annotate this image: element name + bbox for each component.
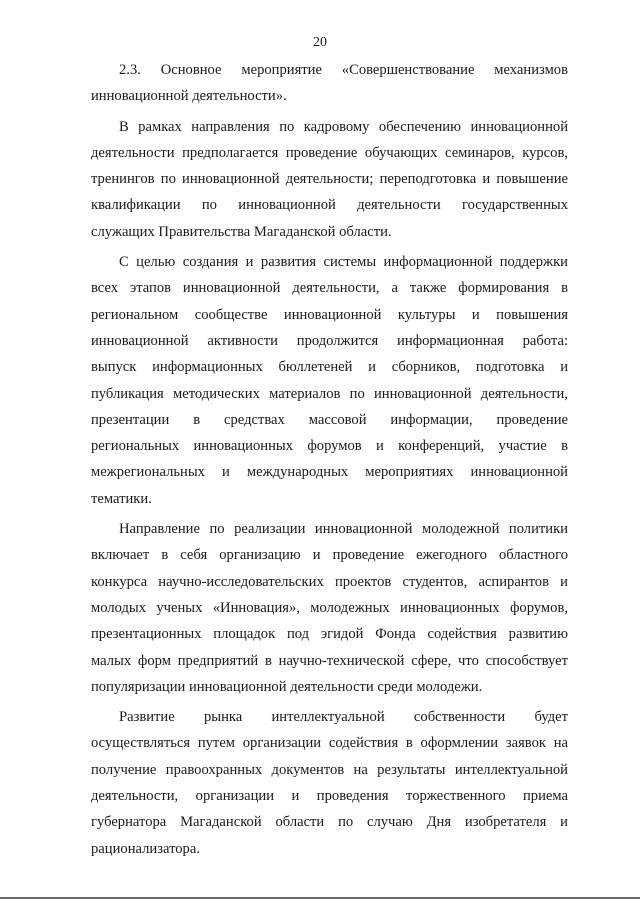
section-heading-paragraph bbox=[91, 57, 568, 110]
paragraph-staffing bbox=[91, 114, 568, 245]
paragraph-youth-policy bbox=[91, 516, 568, 700]
text-line: тематики. bbox=[91, 490, 152, 507]
text-line: деятельности, организации и проведения торжественного приема bbox=[91, 788, 568, 805]
text-line: малых форм предприятий в научно-технической сфере, что способствует bbox=[91, 652, 568, 669]
text-line: молодых ученых «Инновация», молодежных инновационных форумов, bbox=[91, 599, 568, 616]
paragraph-intellectual-property bbox=[91, 704, 568, 862]
text-line: В рамках направления по кадровому обеспечению инновационной bbox=[119, 118, 568, 135]
text-line: рационализатора. bbox=[91, 840, 200, 857]
text-line: региональном сообществе инновационной культуры и повышения bbox=[91, 306, 568, 323]
text-line: 2.3. Основное мероприятие «Совершенствование механизмов bbox=[119, 62, 568, 78]
text-line: деятельности предполагается проведение обучающих семинаров, курсов, bbox=[91, 144, 568, 161]
text-line: всех этапов инновационной деятельности, а также формирования в bbox=[91, 280, 568, 297]
text-line: включает в себя организацию и проведение ежегодного областного bbox=[91, 547, 568, 564]
text-line: квалификации по инновационной деятельности государственных bbox=[91, 197, 568, 214]
text-line: популяризации инновационной деятельности среди молодежи. bbox=[91, 678, 483, 695]
text-line: осуществляться путем организации содействия в оформлении заявок на bbox=[91, 735, 568, 752]
text-line: инновационной активности продолжится информационная работа: bbox=[91, 332, 568, 349]
scan-bottom-edge bbox=[0, 897, 640, 899]
text-line: презентационных площадок под эгидой Фонда содействия развитию bbox=[91, 626, 568, 643]
text-line: межрегиональных и международных мероприятиях инновационной bbox=[91, 464, 568, 481]
text-line: тренингов по инновационной деятельности; переподготовка и повышение bbox=[91, 171, 568, 188]
text-line: губернатора Магаданской области по случаю Дня изобретателя и bbox=[91, 814, 568, 831]
paragraph-information-support bbox=[91, 249, 568, 512]
text-line: получение правоохранных документов на результаты интеллектуальной bbox=[91, 761, 568, 778]
text-line: служащих Правительства Магаданской области. bbox=[91, 223, 392, 240]
text-line: публикация методических материалов по инновационной деятельности, bbox=[91, 385, 568, 402]
text-line: конкурса научно-исследовательских проектов студентов, аспирантов и bbox=[91, 573, 568, 590]
text-line: С целью создания и развития системы информационной поддержки bbox=[119, 254, 568, 271]
text-line: инновационной деятельности». bbox=[91, 88, 287, 105]
text-line: региональных инновационных форумов и конференций, участие в bbox=[91, 438, 568, 455]
text-line: выпуск информационных бюллетеней и сборников, подготовка и bbox=[91, 359, 568, 376]
page-number: 20 bbox=[313, 35, 327, 50]
text-line: Развитие рынка интеллектуальной собственности будет bbox=[119, 709, 568, 726]
document-body bbox=[91, 57, 568, 862]
text-line: презентации в средствах массовой информации, проведение bbox=[91, 411, 568, 428]
text-line: Направление по реализации инновационной молодежной политики bbox=[119, 521, 568, 538]
